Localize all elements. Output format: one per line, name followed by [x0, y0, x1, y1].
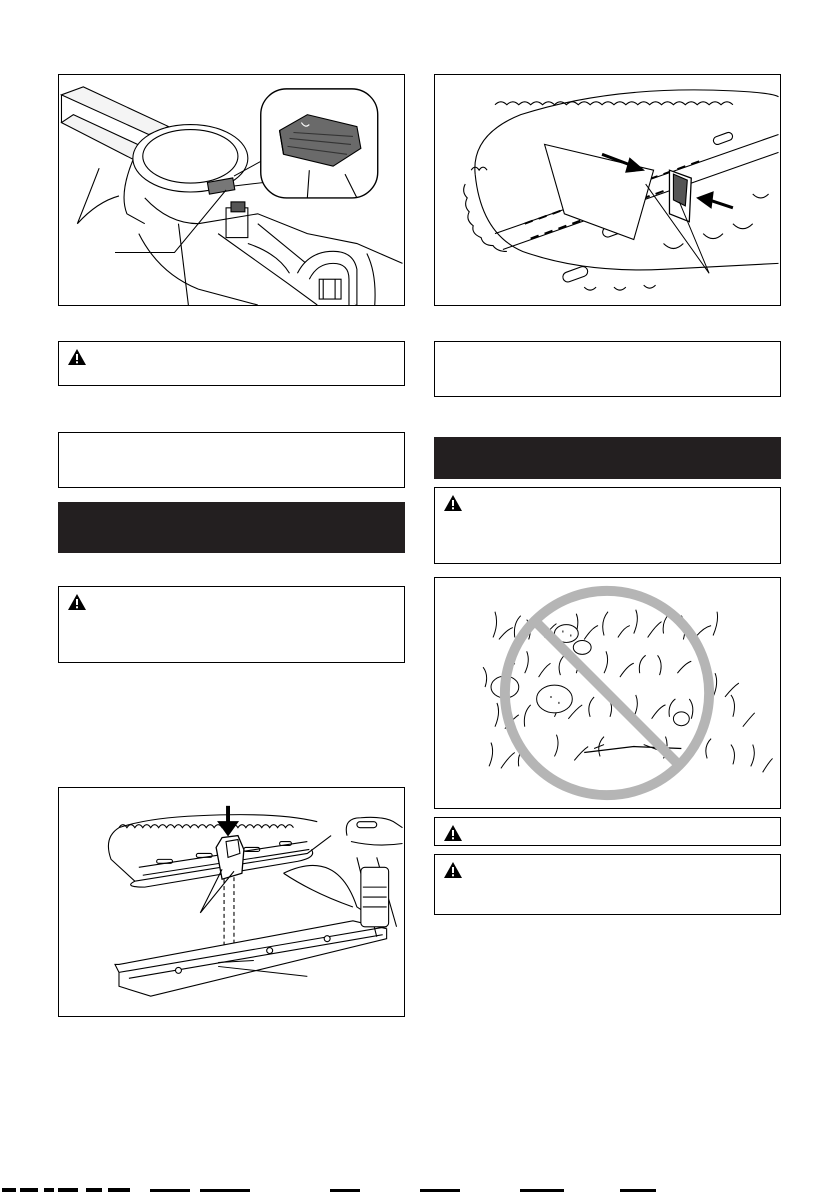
- figure-chip-receiver: [58, 787, 405, 1017]
- warning-icon: [68, 594, 86, 610]
- cropped-page-edge: [0, 1186, 840, 1192]
- blade-cover-illustration: [435, 75, 780, 305]
- figure-hook-latch: [58, 74, 405, 306]
- prohibited-illustration: [435, 578, 780, 808]
- note-2: [58, 432, 405, 488]
- warning-icon: [68, 349, 86, 365]
- note-3: [58, 586, 405, 663]
- hook-latch-illustration: [59, 75, 404, 305]
- figure-prohibited-objects: [434, 577, 781, 809]
- warning-icon: [444, 825, 462, 841]
- note-1: [58, 341, 405, 386]
- chip-receiver-illustration: [59, 788, 404, 1016]
- section-heading-left: [58, 502, 405, 553]
- note-7: [434, 854, 781, 915]
- warning-icon: [444, 862, 462, 878]
- note-6: [434, 817, 781, 846]
- section-heading-right: [434, 437, 781, 479]
- figure-blade-cover-clips: [434, 74, 781, 306]
- note-4: [434, 341, 781, 397]
- warning-icon: [444, 495, 462, 511]
- note-5: [434, 487, 781, 564]
